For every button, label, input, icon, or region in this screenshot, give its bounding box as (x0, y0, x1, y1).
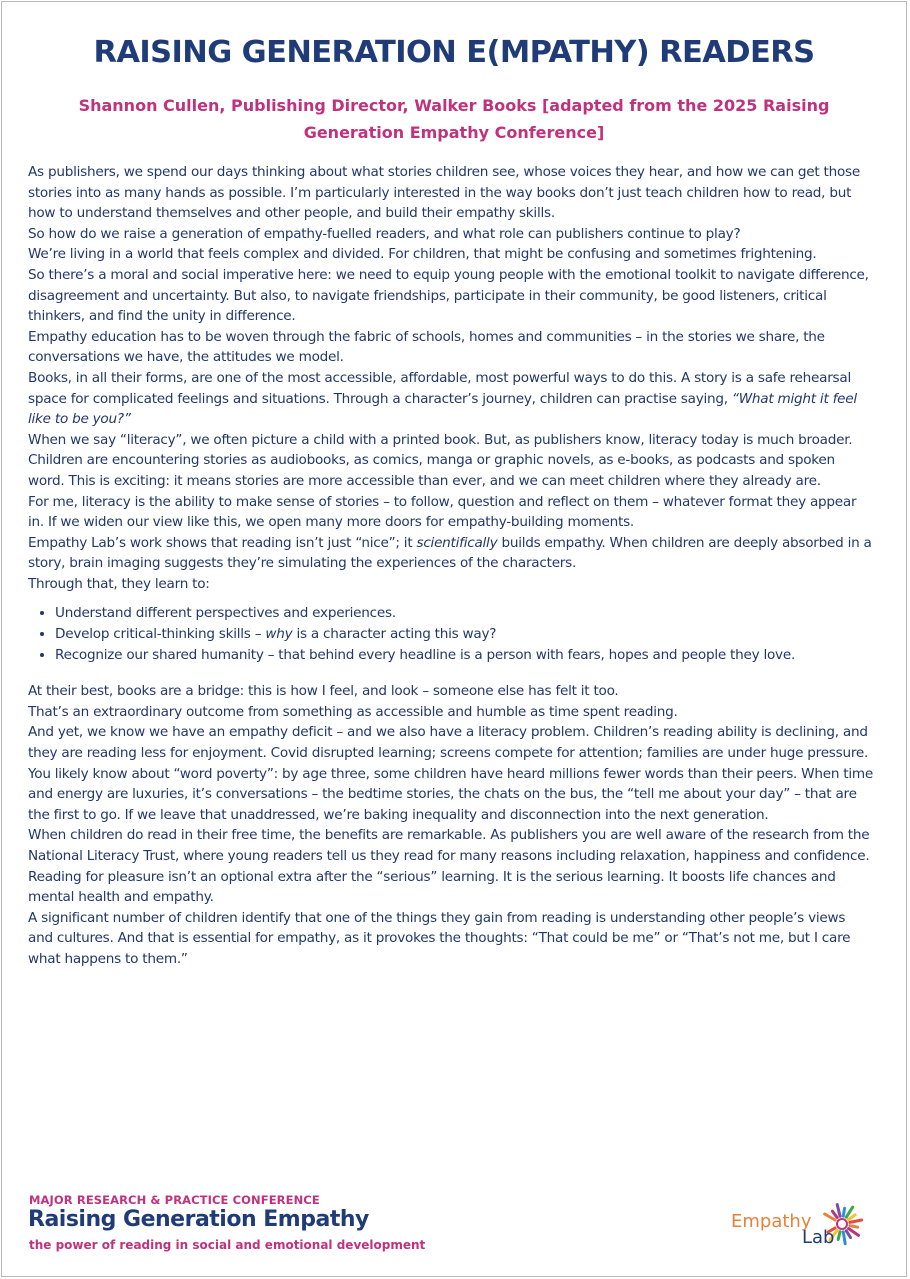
list-item: • Understand different perspectives and experiences. (55, 603, 873, 624)
logo-ray (837, 1205, 840, 1217)
paragraph: Empathy education has to be woven through the fabric of schools, homes and communities – in the stories we share, the conversations we have, the attitudes we model. (28, 328, 825, 366)
logo-ray (843, 1208, 844, 1216)
article-body (28, 162, 873, 970)
paragraph: A significant number of children identify that one of the things they gain from reading is understanding other people’s views and cultures. And that is essential for empathy, as it provokes the thoughts: “That could be me” or “That’s not me, but I care what happens to them.” (28, 909, 851, 967)
paragraph: So how do we raise a generation of empathy-fuelled readers, and what role can publishers continue to play? (28, 225, 741, 242)
footer-subtitle: the power of reading in social and emotional development (29, 1238, 426, 1252)
document-title: RAISING GENERATION E(MPATHY) READERS (93, 35, 815, 70)
logo-ray (849, 1215, 856, 1220)
paragraph: Through that, they learn to: (28, 575, 210, 592)
paragraph: And yet, we know we have an empathy deficit – and we also have a literacy problem. Children’s reading ability is declining, and they are reading less for enjoyment. Covid disrupted learning; screens compete for attention; families are under huge pressure. (28, 724, 869, 762)
italic-word: scientifically (416, 534, 498, 551)
footer-title: Raising Generation Empathy (28, 1207, 369, 1232)
paragraph: As publishers, we spend our days thinking about what stories children see, whose voices they hear, and how we can get those stories into as many hands as possible. I’m particularly interested in the way books don’t just teach children how to read, but how to understand themselves and other people, and build their empathy skills. (28, 164, 861, 222)
document-subtitle: Shannon Cullen, Publishing Director, Walker Books [adapted from the 2025 Raising Generation Empathy Conference] (78, 96, 830, 142)
list-item: • Recognize our shared humanity – that behind every headline is a person with fears, hopes and people they love. (55, 645, 873, 666)
footer-tagline: MAJOR RESEARCH & PRACTICE CONFERENCE (29, 1193, 320, 1207)
paragraph-text: Empathy Lab’s work shows that reading isn’t just “nice”; it (28, 534, 413, 551)
paragraph: At their best, books are a bridge: this is how I feel, and look – someone else has felt it too. (28, 683, 619, 700)
paragraph: We’re living in a world that feels complex and divided. For children, that might be confusing and sometimes frightening. (28, 246, 817, 263)
paragraph: You likely know about “word poverty”: by age three, some children have heard millions fewer words than their peers. When time and energy are luxuries, it’s conversations – the bedtime stories, the chats on the bus, the “tell me about your day” – that are the first to go. If we leave that unaddressed, we’re baking inequality and disconnection into the next generation. (28, 765, 873, 823)
paragraph-text: Books, in all their forms, are one of the most accessible, affordable, most powerful ways to do this. A story is a safe rehearsal space for complicated feelings and situations. Through a character’s journey, children can practise saying, (28, 369, 851, 407)
bullet-list (28, 603, 873, 665)
paragraph-text: builds empathy. When children are deeply absorbed in a story, brain imaging suggests they’re simulating the experiences of the characters. (28, 534, 872, 572)
logo-ray (832, 1211, 837, 1217)
document-page (1, 1, 907, 1277)
empathy-lab-logo (728, 1202, 873, 1254)
list-item-text: is a character acting this way? (296, 626, 497, 643)
paragraph: When children do read in their free time, the benefits are remarkable. As publishers you are well aware of the research from the National Literacy Trust, where young readers tell us they read for many reasons including relaxation, happiness and confidence. (28, 827, 870, 864)
paragraph: That’s an extraordinary outcome from something as accessible and humble as time spent reading. (28, 703, 678, 720)
paragraph (28, 368, 873, 430)
logo-ray (850, 1220, 862, 1222)
list-item (55, 624, 873, 645)
paragraph (28, 533, 873, 574)
logo-ray (850, 1226, 858, 1228)
italic-quote: “What might it feel like to be you?” (28, 390, 857, 428)
logo-ray (838, 1232, 840, 1240)
logo-ray (846, 1231, 850, 1238)
paragraph: Reading for pleasure isn’t an optional extra after the “serious” learning. It is the serious learning. It boosts life chances and mental health and empathy. (28, 868, 836, 906)
paragraph: So there’s a moral and social imperative here: we need to equip young people with the emotional toolkit to navigate difference, disagreement and uncertainty. But also, to navigate friendships, participate in their community, be good listeners, critical thinkers, and find the unity in difference. (28, 266, 869, 325)
paragraph: When we say “literacy”, we often picture a child with a printed book. But, as publishers know, literacy today is much broader. (28, 431, 853, 448)
italic-word: why (265, 626, 293, 643)
paragraph: Children are encountering stories as audiobooks, as comics, manga or graphic novels, as e-books, as podcasts and spoken word. This is exciting: it means stories are more accessible than ever, and we can meet children where they already are. (28, 452, 835, 489)
logo-ray (843, 1232, 845, 1244)
logo-word-empathy: Empathy (731, 1211, 812, 1232)
logo-word-lab: Lab (802, 1227, 835, 1248)
paragraph: For me, literacy is the ability to make sense of stories – to follow, question and reflect on them – whatever format they appear in. If we widen our view like this, we open many more doors for empathy-building moments. (28, 493, 857, 531)
list-item-text: Develop critical-thinking skills – (55, 626, 262, 643)
